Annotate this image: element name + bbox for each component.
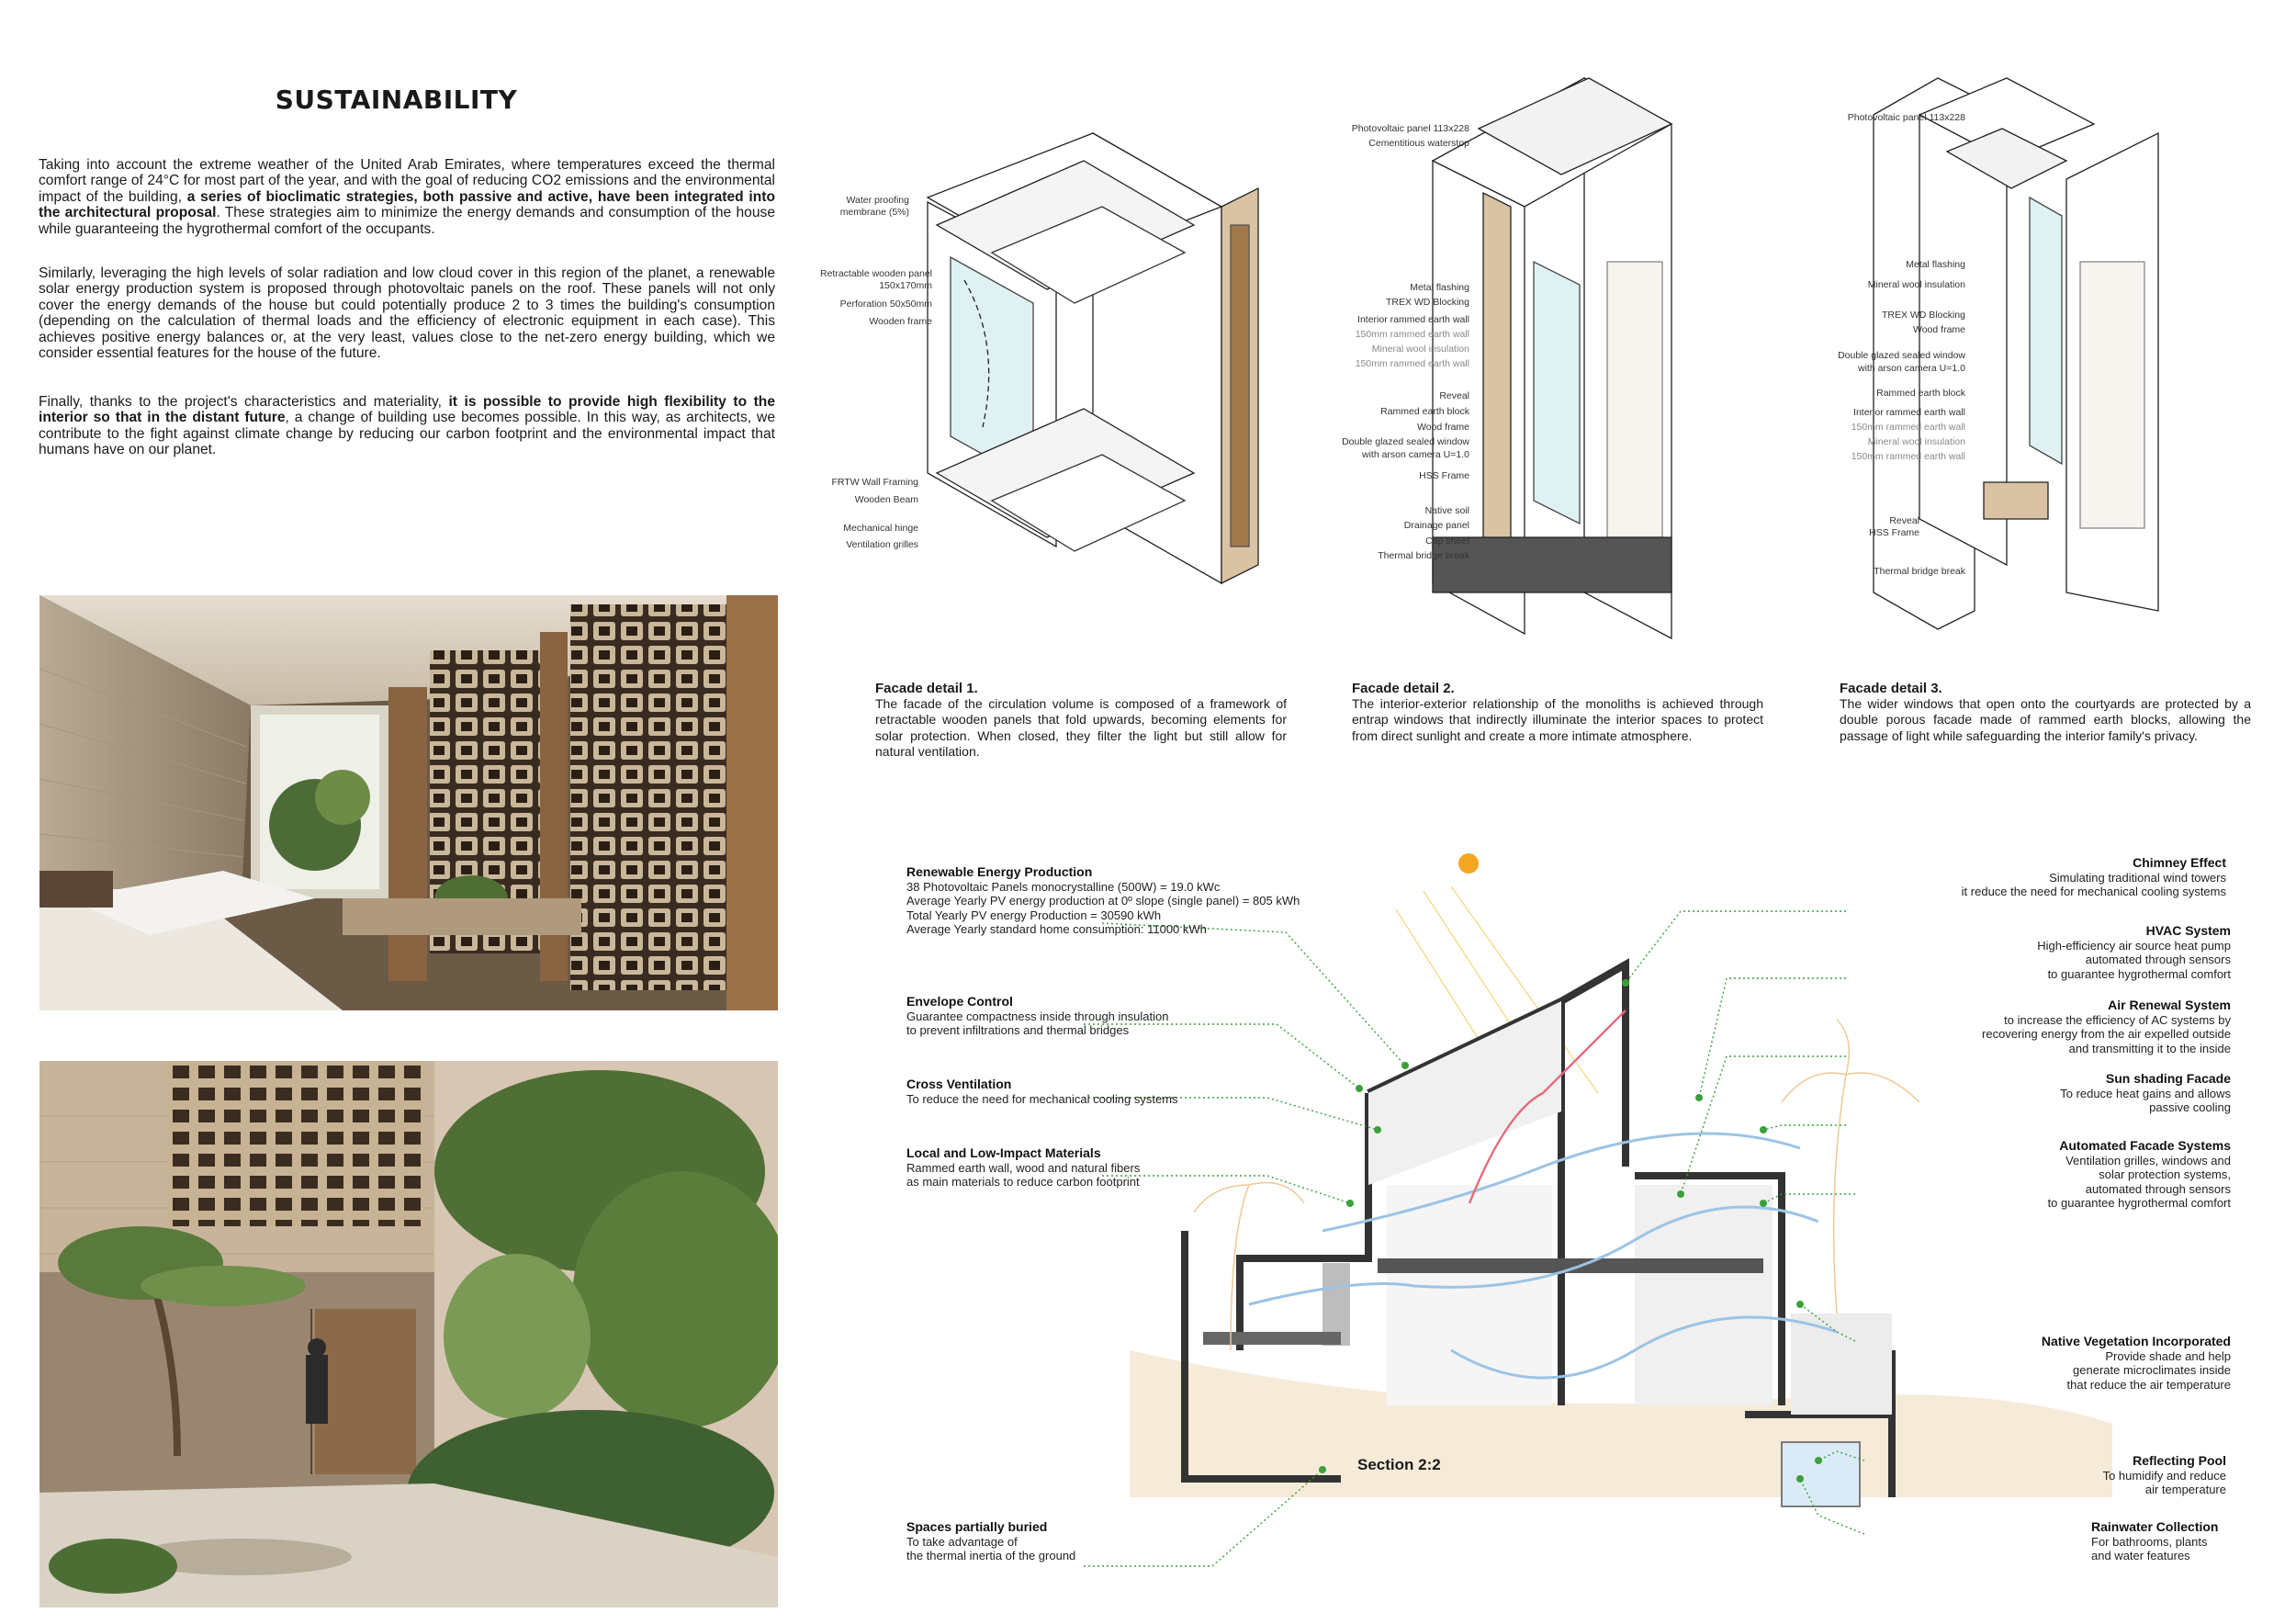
p2-text: Similarly, leveraging the high levels of solar radiation and low cloud cover in this region of the planet, a renewable solar energy production system is proposed through photovoltaic panels on the roof. These panels will not only cover the energy demands of the house but could potentially produce 2 to 3 times the building's consumption (depending on the calculation of thermal loads and the efficiency of electronic equipment in each case). This achieves positive energy balances or, at the very least, values close to the net-zero energy building, which we consider essential features for the house of the future. <box>39 265 775 362</box>
p1-text-c: . These strategies aim to minimize the energy demands and consumption of the house while guaranteeing the hygrothermal comfort of the occupants. <box>39 205 775 237</box>
facade-detail-2-caption <box>1352 681 1763 744</box>
detail3-tag-13: HSS Frame <box>1869 527 1919 538</box>
label-native-vegetation-line-0: Provide shade and help <box>2105 1348 2231 1363</box>
intro-paragraph-3 <box>39 394 775 458</box>
label-spaces-buried <box>906 1520 1075 1563</box>
label-sun-shading-heading: Sun shading Facade <box>2105 1071 2231 1086</box>
label-spaces-buried-heading: Spaces partially buried <box>906 1519 1048 1534</box>
p3-text-c: , a change of building use becomes possible. In this way, as architects, we contribute to the fight against climate change by reducing our carbon footprint and the environmental impact that humans have on our planet. <box>39 410 775 458</box>
label-cross-ventilation <box>906 1077 1178 1106</box>
facade-detail-3-caption <box>1840 681 2251 744</box>
detail1-tag-7: Wooden Beam <box>854 494 918 505</box>
label-hvac-system-line-1: automated through sensors <box>2085 953 2231 967</box>
courtyard-render-image <box>39 1061 778 1607</box>
detail1-tag-0: Water proofing <box>846 195 909 206</box>
label-reflecting-pool <box>2103 1454 2226 1497</box>
detail2-tag-3: TREX WD Blocking <box>1385 297 1469 308</box>
label-renewable-energy-line-1: Average Yearly PV energy production at 0º slope (single panel) = 805 kWh <box>906 894 1300 908</box>
detail3-tag-0: Photovoltaic panel 113x228 <box>1847 112 1965 123</box>
label-sun-shading <box>2060 1072 2231 1115</box>
sun-icon <box>1458 853 1479 874</box>
detail1-tag-8: Mechanical hinge <box>843 523 918 534</box>
label-sun-shading-line-1: passive cooling <box>2149 1100 2231 1115</box>
detail3-tag-12: Reveal <box>1889 515 1919 526</box>
label-reflecting-pool-line-0: To humidify and reduce <box>2102 1468 2226 1483</box>
detail1-tag-2: Retractable wooden panel <box>819 268 932 279</box>
label-automated-facade <box>2048 1139 2231 1211</box>
detail3-tag-10: Mineral wool insulation <box>1867 436 1965 447</box>
label-air-renewal-line-0: to increase the efficiency of AC systems by <box>2004 1012 2231 1027</box>
detail1-tag-1: membrane (5%) <box>839 207 909 218</box>
label-local-materials <box>906 1146 1140 1190</box>
label-cross-ventilation-line-0: To reduce the need for mechanical cooling systems <box>906 1091 1178 1106</box>
detail2-tag-1: Cementitious waterstop <box>1368 138 1469 149</box>
facade-detail-1-body: The facade of the circulation volume is composed of a framework of retractable wooden panels that fold upwards, becoming elements for solar protection. When closed, they filter the light but still allow for natural ventilation. <box>875 696 1287 760</box>
label-native-vegetation-line-1: generate microclimates inside <box>2073 1363 2231 1378</box>
label-automated-facade-line-2: automated through sensors <box>2085 1181 2231 1196</box>
label-local-materials-heading: Local and Low-Impact Materials <box>906 1145 1101 1160</box>
section-label: Section 2:2 <box>1357 1456 1441 1473</box>
label-renewable-energy-heading: Renewable Energy Production <box>906 864 1093 879</box>
label-spaces-buried-line-0: To take advantage of <box>906 1534 1018 1549</box>
detail2-tag-0: Photovoltaic panel 113x228 <box>1351 123 1469 134</box>
detail2-tag-10: Wood frame <box>1417 422 1469 433</box>
label-sun-shading-line-0: To reduce heat gains and allows <box>2060 1086 2231 1100</box>
label-renewable-energy-line-0: 38 Photovoltaic Panels monocrystalline (500W) = 19.0 kWc <box>906 879 1221 894</box>
label-air-renewal-line-1: recovering energy from the air expelled outside <box>1982 1027 2231 1042</box>
detail2-tag-9: Rammed earth block <box>1380 406 1469 417</box>
facade-details-drawings <box>799 41 2268 657</box>
label-renewable-energy-line-3: Average Yearly standard home consumption: 11000 kWh <box>906 922 1207 937</box>
p3-text-bold: it is possible to provide high flexibility to the interior so that in the distant future <box>39 394 775 426</box>
detail1-tag-6: FRTW Wall Framing <box>831 477 918 488</box>
detail2-tag-8: Reveal <box>1439 390 1469 401</box>
label-chimney-effect <box>1962 856 2226 899</box>
detail1-tag-3: 150x170mm <box>879 280 932 291</box>
detail3-tag-6: with arson camera U=1.0 <box>1857 363 1965 374</box>
detail3-tag-7: Rammed earth block <box>1876 388 1965 399</box>
facade-detail-3-body: The wider windows that open onto the courtyards are protected by a double porous facade made of rammed earth blocks, allowing the passage of light while safeguarding the interior family's privacy. <box>1840 696 2251 743</box>
label-envelope-control-heading: Envelope Control <box>906 994 1013 1009</box>
p1-text-bold: a series of bioclimatic strategies, both passive and active, have been integrated into the architectural proposal <box>39 188 775 221</box>
label-automated-facade-line-3: to guarantee hygrothermal comfort <box>2047 1196 2231 1211</box>
detail3-tag-14: Thermal bridge break <box>1874 566 1965 577</box>
bedroom-render-image <box>39 595 778 1010</box>
label-envelope-control <box>906 995 1168 1038</box>
detail2-tag-2: Metal flashing <box>1410 282 1469 293</box>
label-chimney-effect-line-1: it reduce the need for mechanical cooling systems <box>1961 885 2226 899</box>
label-hvac-system-heading: HVAC System <box>2145 923 2231 938</box>
label-chimney-effect-line-0: Simulating traditional wind towers <box>2049 870 2226 885</box>
detail2-tag-6: Mineral wool insulation <box>1371 344 1469 355</box>
label-cross-ventilation-heading: Cross Ventilation <box>906 1077 1012 1091</box>
label-rainwater-collection-heading: Rainwater Collection <box>2091 1519 2219 1534</box>
label-rainwater-collection <box>2091 1520 2218 1563</box>
label-rainwater-collection-line-0: For bathrooms, plants <box>2091 1534 2208 1549</box>
detail1-tag-4: Perforation 50x50mm <box>839 299 932 310</box>
facade-detail-3-title: Facade detail 3. <box>1840 681 1942 696</box>
detail1-tag-9: Ventilation grilles <box>846 539 918 550</box>
p1-text-a: Taking into account the extreme weather of the United Arab Emirates, where temperatures exceed the thermal comfort range of 24°C for most part of the year, and with the goal of reducing CO2 emissions and the environmental impact of the building, <box>39 157 775 205</box>
label-reflecting-pool-line-1: air temperature <box>2144 1483 2226 1497</box>
detail2-tag-12: with arson camera U=1.0 <box>1361 449 1469 460</box>
detail2-tag-5: 150mm rammed earth wall <box>1355 329 1469 340</box>
label-automated-facade-heading: Automated Facade Systems <box>2059 1138 2231 1153</box>
label-spaces-buried-line-1: the thermal inertia of the ground <box>906 1549 1076 1563</box>
label-reflecting-pool-heading: Reflecting Pool <box>2133 1453 2226 1468</box>
detail1-tag-5: Wooden frame <box>869 316 932 327</box>
label-hvac-system-line-0: High-efficiency air source heat pump <box>2037 938 2231 953</box>
label-local-materials-line-0: Rammed earth wall, wood and natural fibers <box>906 1160 1141 1175</box>
label-rainwater-collection-line-1: and water features <box>2091 1549 2190 1563</box>
label-envelope-control-line-0: Guarantee compactness inside through insulation <box>906 1009 1169 1023</box>
label-air-renewal <box>1982 998 2231 1055</box>
detail2-tag-7: 150mm rammed earth wall <box>1355 358 1469 369</box>
detail3-tag-8: Interior rammed earth wall <box>1853 407 1965 418</box>
label-renewable-energy-line-2: Total Yearly PV energy Production = 30590 kWh <box>906 908 1162 922</box>
detail2-tag-11: Double glazed sealed window <box>1342 436 1469 447</box>
label-envelope-control-line-1: to prevent infiltrations and thermal bridges <box>906 1023 1130 1038</box>
label-automated-facade-line-1: solar protection systems, <box>2099 1167 2231 1182</box>
label-native-vegetation-line-2: that reduce the air temperature <box>2066 1377 2231 1392</box>
facade-detail-2-body: The interior-exterior relationship of the monoliths is achieved through entrap windows that indirectly illuminate the interior spaces to protect from direct sunlight and create a more intimate atmosphere. <box>1352 696 1763 743</box>
detail2-tag-14: Native soil <box>1424 505 1469 516</box>
label-hvac-system <box>2037 924 2231 981</box>
label-local-materials-line-1: as main materials to reduce carbon footprint <box>906 1175 1140 1190</box>
detail3-tag-5: Double glazed sealed window <box>1838 350 1965 361</box>
detail3-tag-11: 150mm rammed earth wall <box>1851 451 1965 462</box>
intro-paragraph-1 <box>39 157 775 237</box>
intro-paragraph-2 <box>39 265 775 361</box>
detail3-tag-1: Metal flashing <box>1906 259 1965 270</box>
detail2-tag-17: Thermal bridge break <box>1378 550 1469 561</box>
detail3-tag-9: 150mm rammed earth wall <box>1851 422 1965 433</box>
detail3-tag-3: TREX WD Blocking <box>1881 310 1965 321</box>
detail2-tag-16: Cap sheet <box>1425 536 1469 547</box>
detail3-tag-4: Wood frame <box>1913 324 1965 335</box>
p3-text-a: Finally, thanks to the project's characteristics and materiality, <box>39 394 449 410</box>
facade-detail-1-caption <box>875 681 1287 761</box>
label-automated-facade-line-0: Ventilation grilles, windows and <box>2065 1153 2231 1167</box>
label-air-renewal-heading: Air Renewal System <box>2108 998 2231 1012</box>
detail2-tag-15: Drainage panel <box>1403 520 1469 531</box>
facade-detail-2-title: Facade detail 2. <box>1352 681 1455 696</box>
label-renewable-energy <box>906 865 1300 937</box>
label-hvac-system-line-2: to guarantee hygrothermal comfort <box>2047 966 2231 981</box>
label-native-vegetation-heading: Native Vegetation Incorporated <box>2041 1334 2231 1348</box>
facade-detail-1-drawing <box>928 133 1258 583</box>
detail3-tag-2: Mineral wool insulation <box>1867 279 1965 290</box>
label-air-renewal-line-2: and transmitting it to the inside <box>2068 1041 2231 1055</box>
facade-detail-1-title: Facade detail 1. <box>875 681 978 696</box>
label-chimney-effect-heading: Chimney Effect <box>2133 855 2226 870</box>
label-native-vegetation <box>2042 1335 2231 1392</box>
detail2-tag-13: HSS Frame <box>1419 470 1469 481</box>
detail2-tag-4: Interior rammed earth wall <box>1357 314 1469 325</box>
page-title: SUSTAINABILITY <box>275 85 518 115</box>
